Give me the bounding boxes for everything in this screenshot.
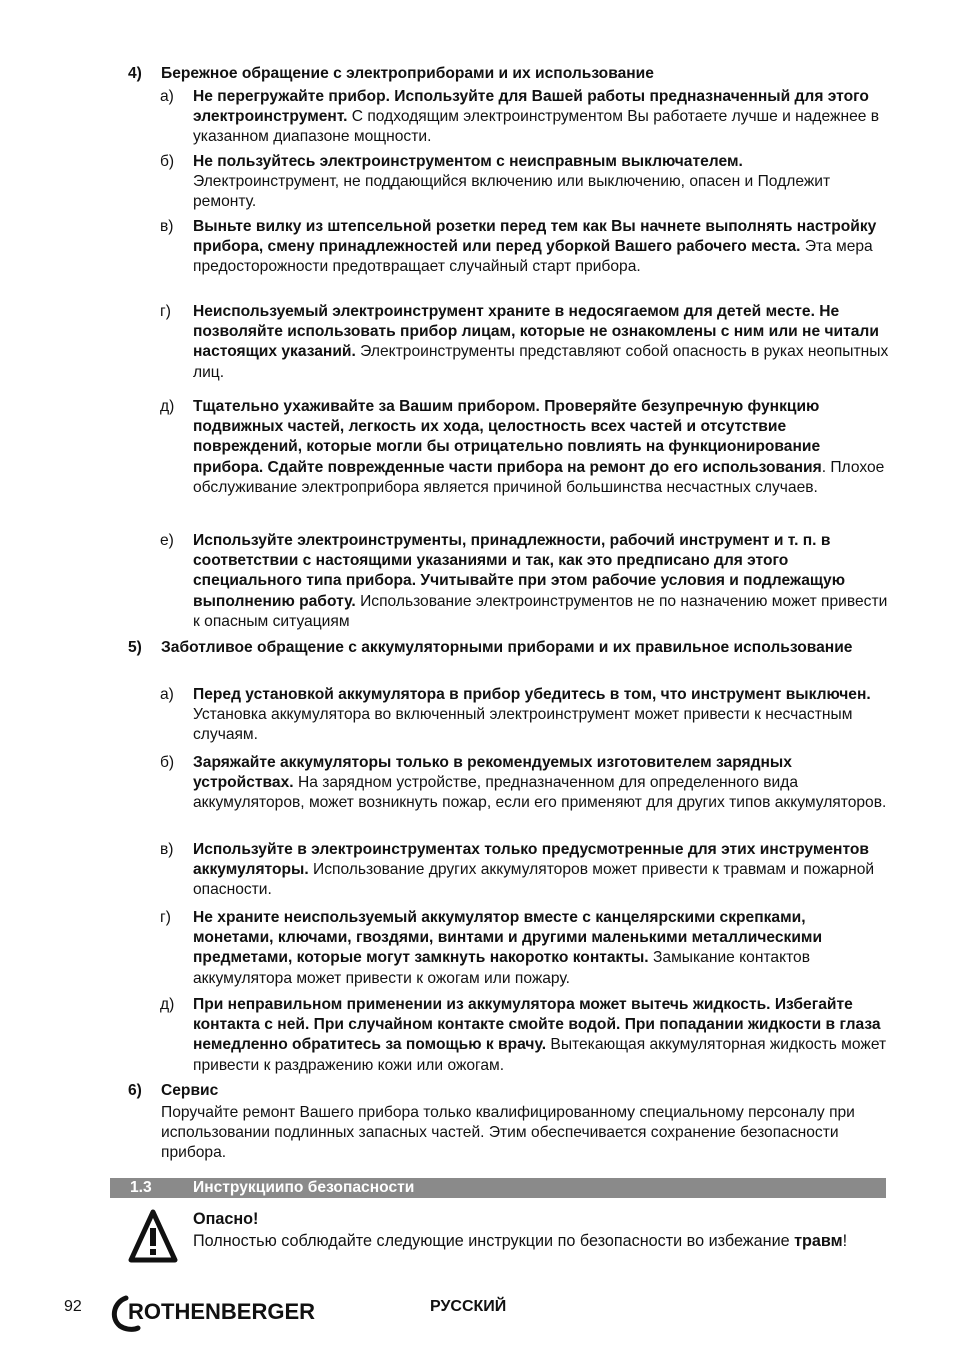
item-bold-text: Не пользуйтесь электроинструментом с неисправным выключателем.: [193, 153, 743, 170]
item-text: Вытекающая аккумуляторная жидкость может привести к раздражению кожи или ожогам.: [193, 1036, 887, 1074]
item-letter: г): [160, 909, 171, 926]
warning-heading: Опасно!: [193, 1210, 259, 1228]
item-letter: б): [160, 754, 175, 771]
item-letter: в): [160, 218, 174, 235]
logo-text: ROTHENBERGER: [128, 1299, 316, 1324]
item-bold-text: Не перегружайте прибор. Используйте для Вашей работы предназначенный для этого электроинструмент.: [193, 88, 869, 126]
item-letter: б): [160, 153, 175, 170]
item-text: С подходящим электроинструментом Вы работаете лучше и надежнее в указанном диапазоне мощности.: [193, 108, 880, 146]
item-text: Установка аккумулятора во включенный электроинструмент может привести к несчастным случаям.: [193, 706, 853, 744]
section-number: 4): [128, 65, 142, 82]
item-letter: д): [160, 996, 175, 1013]
warning-block: [193, 1208, 883, 1252]
item-bold-text: Используйте электроинструменты, принадлежности, рабочий инструмент и т. п. в соответствии с настоящими указаниями и так, как это предписано для этого специального типа прибора. Учитывайте при этом рабочие условия и подлежащую выполнению работу.: [193, 532, 846, 610]
service-paragraph: Поручайте ремонт Вашего прибора только квалифицированному специальному персоналу при использовании подлинных запасных частей. Этим обеспечивается сохранение безопасности прибора.: [161, 1104, 855, 1162]
warning-text: Полностью соблюдайте следующие инструкции по безопасности во избежание: [193, 1232, 795, 1250]
item-bold-text: Тщательно ухаживайте за Вашим прибором. Проверяйте безупречную функцию подвижных частей, легкость их хода, целостность всех частей и отсутствие повреждений, которые могли бы отрицательно повлиять на функционирование прибора. Сдайте поврежденные части прибора на ремонт до его использования: [193, 398, 822, 476]
item-letter: г): [160, 303, 171, 320]
section-bar: [110, 1178, 886, 1198]
item-letter: в): [160, 841, 174, 858]
item-letter: а): [160, 88, 174, 105]
language-label: РУССКИЙ: [430, 1298, 507, 1315]
section-number: 5): [128, 639, 142, 656]
item-letter: е): [160, 532, 174, 549]
item-bold-text: Заряжайте аккумуляторы только в рекомендуемых изготовителем зарядных устройствах.: [193, 754, 792, 792]
item-text: Электроинструмент, не поддающийся включению или выключению, опасен и Подлежит ремонту.: [193, 173, 831, 211]
section-title: Заботливое обращение с аккумуляторными приборами и их правильное использование: [161, 639, 853, 656]
item-bold-text: Используйте в электроинструментах только предусмотренные для этих инструментов аккумуляторы.: [193, 841, 870, 879]
page-number: 92: [64, 1298, 82, 1315]
section-title: Сервис: [161, 1082, 219, 1099]
item-text: На зарядном устройстве, предназначенном для определенного вида аккумуляторов, может возникнуть пожар, если его применяют для других типов аккумуляторов.: [193, 774, 887, 812]
section-bar-number: 1.3: [130, 1179, 152, 1196]
section-bar-title: Инструкциипо безопасности: [193, 1179, 415, 1196]
rothenberger-logo: [106, 1292, 352, 1332]
item-bold-text: Неиспользуемый электроинструмент храните в недосягаемом для детей месте. Не позволяйте использовать прибор лицам, которые не ознакомлены с ним или не читали настоящих указаний.: [193, 303, 879, 361]
warning-bold-word: травм: [794, 1232, 843, 1250]
warning-triangle-icon: [128, 1208, 178, 1264]
item-text: Эта мера предосторожности предотвращает случайный старт прибора.: [193, 238, 873, 276]
section-title: Бережное обращение с электроприборами и их использование: [161, 65, 654, 82]
item-text: Электроинструменты представляют собой опасность в руках неопытных лиц.: [193, 343, 889, 381]
section-number: 6): [128, 1082, 142, 1099]
item-letter: д): [160, 398, 175, 415]
item-text: Использование электроинструментов не по назначению может привести к опасным ситуациям: [193, 592, 888, 630]
item-text: Замыкание контактов аккумулятора может привести к ожогам или пожару.: [193, 949, 811, 987]
item-bold-text: Выньте вилку из штепсельной розетки перед тем как Вы начнете выполнять настройку прибора, смену принадлежностей или перед уборкой Вашего рабочего места.: [193, 218, 877, 256]
item-bold-text: При неправильном применении из аккумулятора может вытечь жидкость. Избегайте контакта с ней. При случайном контакте смойте водой. При попадании жидкости в глаза немедленно обратитесь за помощью к врачу.: [193, 996, 881, 1054]
item-text: Использование других аккумуляторов может привести к травмам и пожарной опасности.: [193, 861, 875, 899]
item-bold-text: Не храните неиспользуемый аккумулятор вместе с канцелярскими скрепками, монетами, ключами, гвоздями, винтами и другими маленькими металлическими предметами, которые могут замкнуть накоротко контакты.: [193, 909, 823, 967]
warning-end: !: [842, 1232, 848, 1250]
item-letter: а): [160, 686, 174, 703]
item-text: . Плохое обслуживание электроприбора является причиной большинства несчастных случаев.: [193, 458, 885, 496]
item-bold-text: Перед установкой аккумулятора в прибор убедитесь в том, что инструмент выключен.: [193, 686, 871, 703]
